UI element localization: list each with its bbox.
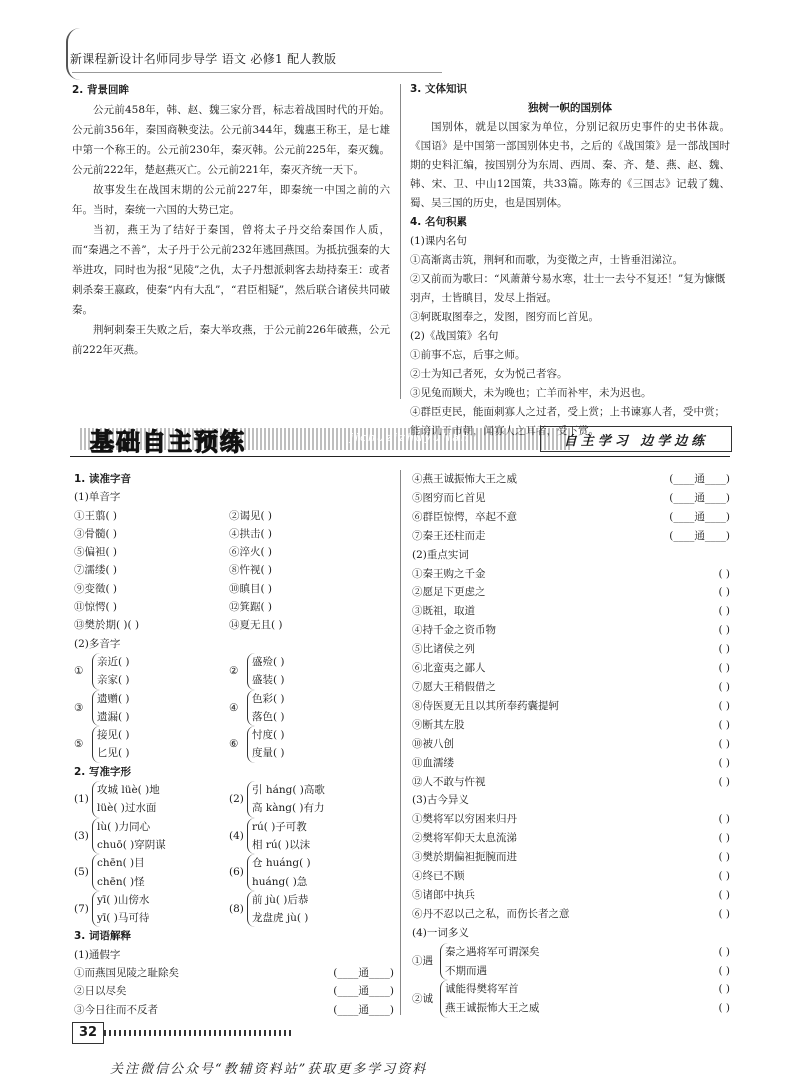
- list-item: ⑩被八创: [412, 737, 454, 750]
- group-number: (8): [229, 902, 244, 915]
- brace-group: [74, 690, 229, 727]
- list-item: 燕王诚振怖大王之威: [445, 1002, 540, 1015]
- answer-blank[interactable]: (____通____): [669, 529, 730, 542]
- group-number: (4): [229, 829, 244, 842]
- sub-label: (1)单音字: [74, 491, 121, 504]
- list-item: 相 rú( )以沫: [252, 838, 311, 851]
- list-item: 度量( ): [252, 747, 285, 760]
- word-row: [412, 886, 730, 905]
- paragraph: 公元前458年，韩、赵、魏三家分晋，标志着战国时代的开始。公元前356年，秦国商鞅变法。公元前344年，魏惠王称王，是七雄中第一个称王的。公元前230年，秦灭韩。公元前225年，秦灭魏。公元前222年，楚赵燕灭亡。公元前221年，秦灭齐统一天下。: [72, 104, 390, 176]
- list-item: ⑪血濡缕: [412, 756, 454, 769]
- answer-blank[interactable]: ( ): [718, 586, 730, 599]
- list-item: 诚能得樊将军首: [445, 983, 519, 996]
- section-title: 2. 背景回眸: [72, 84, 129, 96]
- list-item: ③既祖，取道: [412, 605, 475, 618]
- brace-group: [74, 653, 229, 690]
- brace-group: [229, 781, 379, 818]
- background-section: [72, 80, 390, 360]
- answer-blank[interactable]: ( ): [718, 832, 730, 845]
- list-item: chuō( )穿阴谋: [97, 838, 166, 851]
- list-item: 盛殓( ): [252, 655, 285, 668]
- group-number: ①: [74, 665, 84, 678]
- word-row: [412, 810, 730, 829]
- tongjia-row: [412, 527, 730, 546]
- list-item: 忖度( ): [252, 729, 285, 742]
- list-item: ①王翦( ): [74, 509, 118, 522]
- answer-blank[interactable]: ( ): [718, 870, 730, 883]
- subsection-label: (1)课内名句: [410, 235, 467, 247]
- brace-group: [229, 854, 379, 891]
- answer-blank[interactable]: (____通____): [669, 473, 730, 485]
- exercise-right: [412, 470, 730, 1018]
- list-item: ⑥群臣惊愕，卒起不意: [412, 510, 517, 523]
- brace-group: [229, 690, 379, 727]
- quote-item: ①前事不忘，后事之师。: [410, 349, 526, 361]
- brace-group: [74, 854, 229, 891]
- question-title: 2. 写准字形: [74, 765, 131, 778]
- word-row: [412, 848, 730, 867]
- group-number: ⑤: [74, 738, 84, 751]
- list-item: ⑭夏无且( ): [229, 619, 283, 632]
- word-row: [412, 640, 730, 659]
- answer-blank[interactable]: ( ): [718, 907, 730, 920]
- list-item: rú( )子可教: [252, 820, 307, 833]
- column-divider: [400, 84, 401, 399]
- tongjia-row: [412, 489, 730, 508]
- paragraph: 当初，燕王为了结好于秦国，曾将太子丹交给秦国作人质，而“秦遇之不善”，太子丹于公元前232年逃回燕国。为抵抗强秦的大举进攻，同时也为报“见陵”之仇，太子丹想派刺客去劫持秦王：或者刺杀秦王嬴政，使秦“内有大乱”，“君臣相疑”，然后联合诸侯共同破秦。: [72, 224, 390, 316]
- group-number: ②诚: [412, 992, 433, 1005]
- list-item: ⑩瞋目( ): [229, 582, 273, 595]
- list-item: 遗漏( ): [97, 710, 130, 723]
- list-item: ⑬樊於期( )( ): [74, 619, 140, 632]
- list-item: ②谒见( ): [229, 509, 273, 522]
- word-row: [412, 621, 730, 640]
- answer-blank[interactable]: ( ): [718, 624, 730, 637]
- polysemy-group: [412, 943, 730, 981]
- word-row: [412, 773, 730, 792]
- list-item: 攻城 lüè( )地: [97, 784, 160, 797]
- answer-blank[interactable]: ( ): [718, 851, 730, 864]
- list-item: ⑤比诸侯之列: [412, 643, 475, 656]
- word-row: [412, 659, 730, 678]
- sub-label: (2)重点实词: [412, 548, 469, 561]
- list-item: 落色( ): [252, 710, 285, 723]
- brace-group: [74, 781, 229, 818]
- list-item: ⑥淬火( ): [229, 546, 273, 559]
- list-item: ①樊将军以穷困来归丹: [412, 813, 517, 826]
- word-row: [412, 735, 730, 754]
- page-number: 32: [72, 1022, 104, 1044]
- answer-blank[interactable]: (____通____): [333, 985, 394, 998]
- list-item: ⑫箕踞( ): [229, 601, 273, 614]
- exercise-left: [74, 470, 394, 1019]
- word-row: [445, 999, 730, 1018]
- answer-blank[interactable]: (____通____): [333, 967, 394, 980]
- column-divider: [400, 470, 401, 1015]
- list-item: ⑧侍医夏无且以其所奉药囊提轲: [412, 699, 559, 712]
- word-row: [445, 962, 730, 981]
- list-item: 高 kàng( )有力: [252, 802, 325, 815]
- word-row: [412, 867, 730, 886]
- answer-blank[interactable]: (____通____): [333, 1003, 394, 1016]
- group-number: ④: [229, 701, 239, 714]
- group-number: ③: [74, 701, 84, 714]
- subsection-label: (2)《战国策》名句: [410, 330, 499, 342]
- quote-item: ③轲既取图奉之，发图，图穷而匕首见。: [410, 311, 599, 323]
- list-item: ⑪惊愕( ): [74, 601, 118, 614]
- list-item: ③骨髓( ): [74, 527, 118, 540]
- section-title: 4. 名句积累: [410, 216, 467, 228]
- list-item: ①而燕国见陵之耻除矣: [74, 967, 179, 980]
- tongjia-row: [74, 1001, 394, 1019]
- list-item: chēn( )怪: [97, 875, 145, 888]
- word-row: [412, 697, 730, 716]
- banner-title: 基础自主预练: [90, 428, 246, 456]
- list-item: ②愿足下更虑之: [412, 586, 486, 599]
- sub-label: (1)通假字: [74, 948, 121, 961]
- polysemy-group: [412, 980, 730, 1018]
- list-item: ④持千金之资币物: [412, 624, 496, 637]
- banner-rule: [70, 456, 730, 457]
- list-item: ①秦王购之千金: [412, 567, 486, 580]
- sub-label: (3)古今异义: [412, 794, 469, 807]
- list-item: huáng( )急: [252, 875, 308, 888]
- list-item: ⑥丹不忍以己之私，而伤长者之意: [412, 907, 570, 920]
- subsection-title: 独树一帜的国别体: [528, 102, 612, 114]
- list-item: chēn( )目: [97, 857, 145, 870]
- list-item: 仓 huáng( ): [252, 857, 311, 870]
- list-item: 亲近( ): [97, 655, 130, 668]
- list-item: yī( )山傍水: [97, 893, 150, 906]
- group-number: ⑥: [229, 738, 239, 751]
- group-number: (5): [74, 866, 89, 879]
- list-item: 匕见( ): [97, 747, 130, 760]
- group-number: (6): [229, 866, 244, 879]
- tongjia-row: [412, 508, 730, 527]
- brace-group: [74, 818, 229, 855]
- question-title: 1. 读准字音: [74, 473, 131, 485]
- answer-blank[interactable]: ( ): [718, 662, 730, 675]
- word-row: [412, 565, 730, 584]
- group-number: (1): [74, 793, 89, 806]
- word-row: [412, 829, 730, 848]
- answer-blank[interactable]: ( ): [718, 718, 730, 731]
- list-item: ④终已不顾: [412, 870, 465, 883]
- group-number: ②: [229, 665, 239, 678]
- tongjia-row: [412, 470, 730, 489]
- answer-blank[interactable]: ( ): [718, 567, 730, 580]
- quote-item: ②又前而为歌曰：“风萧萧兮易水寒，壮士一去兮不复还！”复为慷慨羽声，士皆瞋目，发尽上指冠。: [410, 273, 726, 304]
- answer-blank[interactable]: ( ): [718, 756, 730, 769]
- list-item: ②樊将军仰天太息流涕: [412, 832, 517, 845]
- answer-blank[interactable]: ( ): [718, 643, 730, 656]
- footer-note: 关注微信公众号“教辅资料站”获取更多学习资料: [110, 1062, 428, 1077]
- word-row: [412, 602, 730, 621]
- answer-blank[interactable]: ( ): [718, 983, 730, 996]
- list-item: ⑤诸郎中执兵: [412, 888, 475, 901]
- answer-blank[interactable]: ( ): [718, 680, 730, 693]
- answer-blank[interactable]: ( ): [718, 699, 730, 712]
- answer-blank[interactable]: ( ): [718, 775, 730, 788]
- list-item: lüè( )过水面: [97, 802, 157, 815]
- sub-label: (4)一词多义: [412, 926, 469, 939]
- list-item: ③今日往而不反者: [74, 1003, 158, 1016]
- list-item: 引 háng( )高歌: [252, 784, 325, 797]
- brace-group: [229, 818, 379, 855]
- quote-item: ①高渐离击筑，荆轲和而歌，为变徵之声，士皆垂泪涕泣。: [410, 254, 683, 266]
- list-item: ⑫人不敢与忤视: [412, 775, 486, 788]
- tongjia-row: [74, 982, 394, 1000]
- pronunciation-grid: [74, 507, 394, 635]
- paragraph: 荆轲刺秦王失败之后，秦大举攻燕，于公元前226年破燕，公元前222年灭燕。: [72, 324, 390, 356]
- group-number: (7): [74, 902, 89, 915]
- sub-label: (2)多音字: [74, 637, 121, 650]
- answer-blank[interactable]: ( ): [718, 945, 730, 958]
- list-item: ⑦秦王还柱而走: [412, 529, 486, 542]
- question-title: 3. 词语解释: [74, 930, 131, 943]
- list-item: 龙盘虎 jù( ): [252, 912, 309, 925]
- genre-section: [410, 80, 730, 441]
- word-row: [445, 980, 730, 999]
- paragraph: 故事发生在战国末期的公元前227年，即秦统一中国之前的六年。当时，秦统一六国的大势已定。: [72, 184, 390, 216]
- list-item: 不期而遇: [445, 964, 487, 977]
- word-row: [412, 583, 730, 602]
- list-item: 盛装( ): [252, 674, 285, 687]
- list-item: lù( )力同心: [97, 820, 151, 833]
- list-item: 前 jù( )后恭: [252, 893, 309, 906]
- glyph-grid: [74, 781, 394, 927]
- brace-group: [74, 891, 229, 928]
- footer-pattern: [104, 1030, 294, 1036]
- word-row: [412, 905, 730, 924]
- page-header: 新课程新设计名师同步导学 语文 必修1 配人教版: [70, 52, 337, 66]
- list-item: ⑤图穷而匕首见: [412, 491, 486, 504]
- list-item: ④燕王诚振怖大王之威: [412, 473, 517, 485]
- list-item: ②日以尽矣: [74, 985, 127, 998]
- list-item: ⑤偏袒( ): [74, 546, 118, 559]
- section-title: 3. 文体知识: [410, 83, 467, 95]
- answer-blank[interactable]: ( ): [718, 737, 730, 750]
- list-item: ⑦濡缕( ): [74, 564, 118, 577]
- list-item: yī( )马可待: [97, 912, 150, 925]
- answer-blank[interactable]: (____通____): [669, 510, 730, 523]
- list-item: 秦之遇将军可谓深矣: [445, 945, 540, 958]
- quote-item: ②士为知己者死，女为悦己者容。: [410, 368, 568, 380]
- list-item: ④拱击( ): [229, 527, 273, 540]
- quote-item: ③见兔而顾犬，未为晚也；亡羊而补牢，未为迟也。: [410, 387, 652, 399]
- section-banner: [70, 420, 730, 458]
- answer-blank[interactable]: ( ): [718, 964, 730, 977]
- brace-group: [229, 653, 379, 690]
- banner-tagline: 自主学习 边学边练: [540, 426, 732, 452]
- brace-group: [229, 891, 379, 928]
- group-number: ①遇: [412, 955, 433, 968]
- list-item: 亲家( ): [97, 674, 130, 687]
- brace-group: [74, 726, 229, 763]
- answer-blank[interactable]: ( ): [718, 605, 730, 618]
- answer-blank[interactable]: (____通____): [669, 491, 730, 504]
- list-item: 遗赠( ): [97, 692, 130, 705]
- list-item: 接见( ): [97, 729, 130, 742]
- banner-pinyin: jichuzizhuyulian: [350, 431, 470, 444]
- brace-group: [229, 726, 379, 763]
- header-rule: [72, 72, 442, 73]
- answer-blank[interactable]: ( ): [718, 1002, 730, 1015]
- polyphone-grid: [74, 653, 394, 763]
- tongjia-row: [74, 964, 394, 982]
- list-item: ③樊於期偏袒扼腕而进: [412, 851, 517, 864]
- list-item: ⑨变徵( ): [74, 582, 118, 595]
- list-item: ⑨断其左股: [412, 718, 465, 731]
- group-number: (2): [229, 793, 244, 806]
- word-row: [412, 716, 730, 735]
- paragraph: 国别体，就是以国家为单位，分别记叙历史事件的史书体裁。《国语》是中国第一部国别体史书，之后的《战国策》是一部战国时期的史料汇编，按国别分为东周、西周、秦、齐、楚、燕、赵、魏、韩、宋、卫、中山12国策，共33篇。陈寿的《三国志》记载了魏、蜀、吴三国的历史，也是国别体。: [410, 121, 730, 209]
- list-item: ⑦愿大王稍假借之: [412, 680, 496, 693]
- word-row: [412, 754, 730, 773]
- answer-blank[interactable]: ( ): [718, 888, 730, 901]
- list-item: 色彩( ): [252, 692, 285, 705]
- word-row: [445, 943, 730, 962]
- group-number: (3): [74, 829, 89, 842]
- list-item: ⑧忤视( ): [229, 564, 273, 577]
- quote-item: ④群臣吏民，能面刺寡人之过者，受上赏；上书谏寡人者，受中赏；能谤讥于市朝，闻寡人之耳者，受下赏。: [410, 406, 725, 437]
- list-item: ⑥北蛮夷之鄙人: [412, 662, 486, 675]
- answer-blank[interactable]: ( ): [718, 813, 730, 826]
- word-row: [412, 678, 730, 697]
